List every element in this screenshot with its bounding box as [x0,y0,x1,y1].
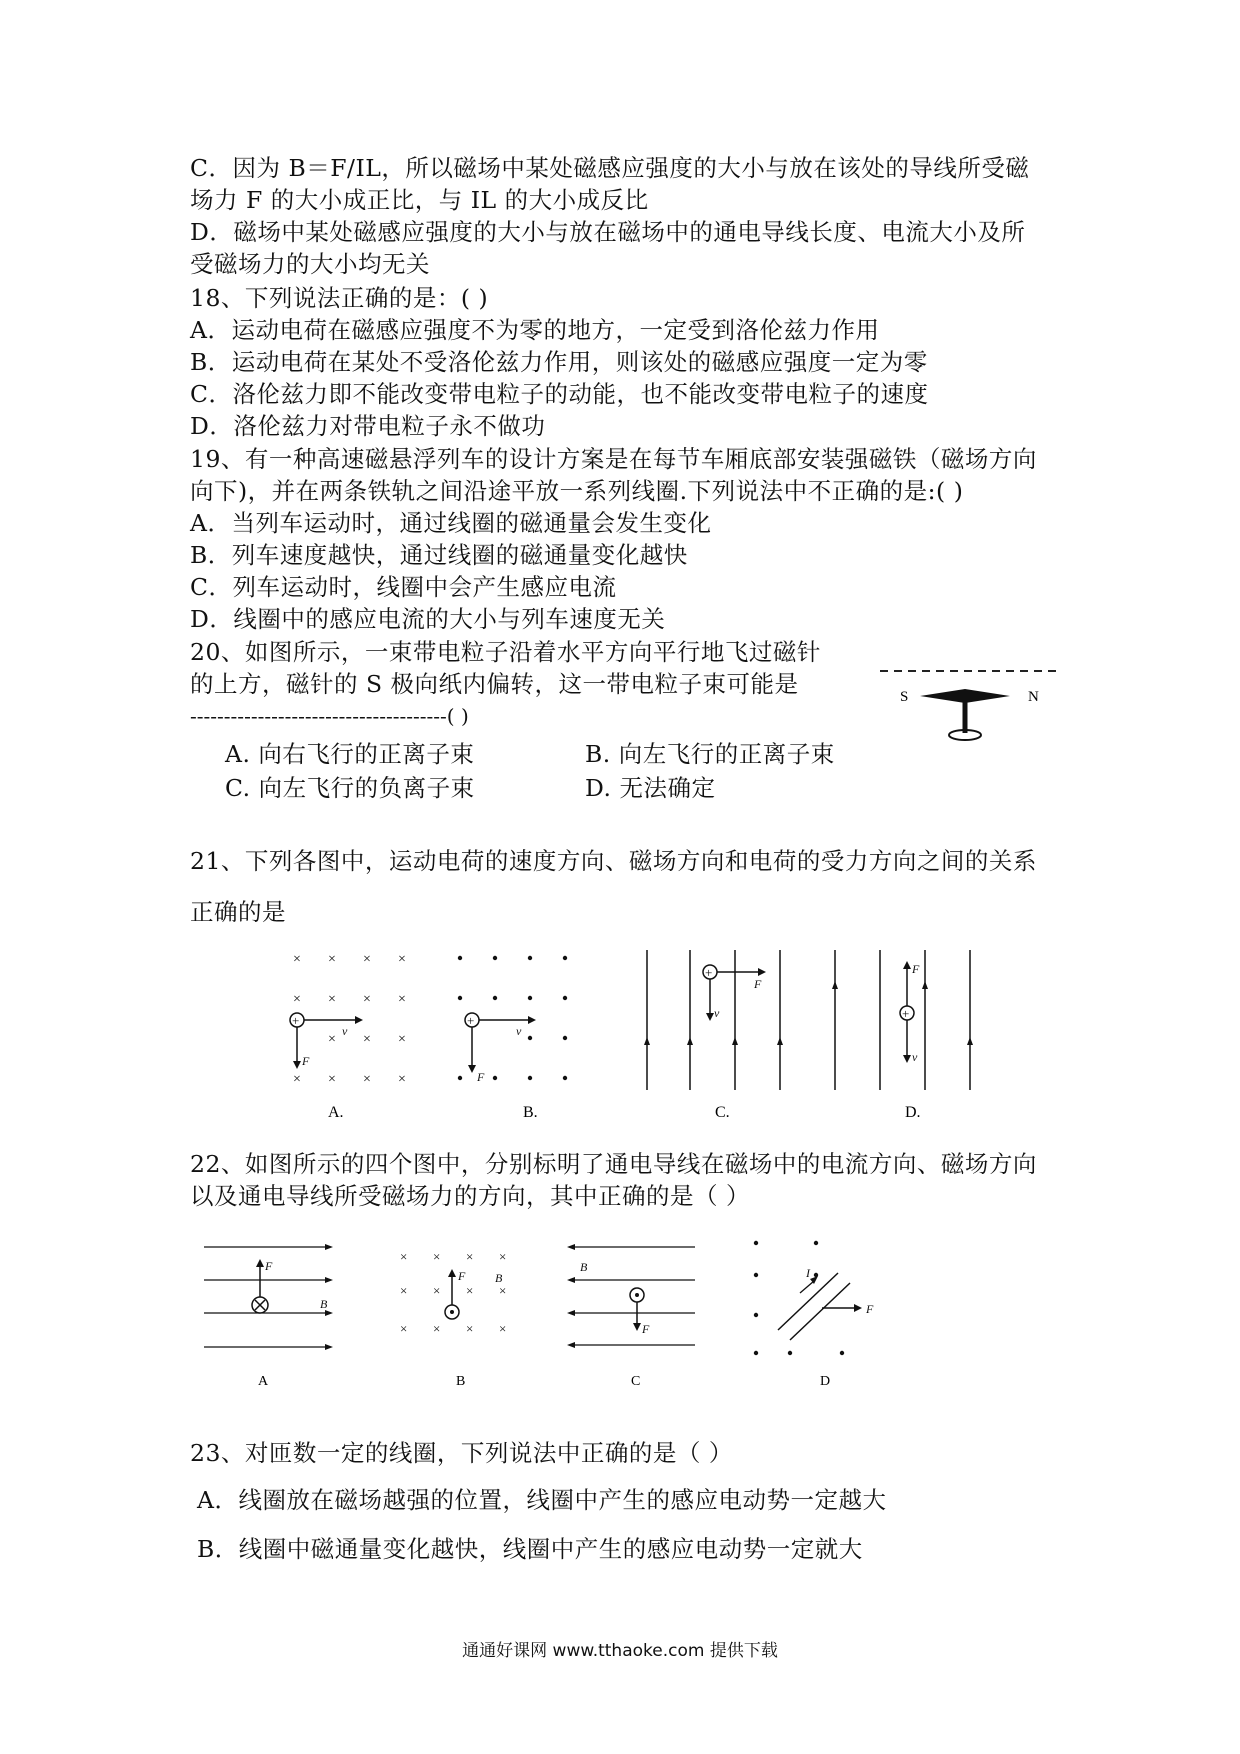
q17-option-c-line2: 场力 F 的大小成正比，与 IL 的大小成反比 [190,186,649,214]
q22-fig-c-b: B [580,1260,588,1274]
svg-text:×: × [499,1283,507,1298]
q19-option-b: B．列车速度越快，通过线圈的磁通量变化越快 [190,541,688,569]
q20-needle-s-label: S [900,689,909,705]
q22-fig-b-crosses [400,1249,506,1336]
q19-option-c: C．列车运动时，线圈中会产生感应电流 [190,573,617,601]
q18-option-d: D．洛伦兹力对带电粒子永不做功 [190,412,546,440]
q21-fig-c-v: v [714,1006,720,1020]
q22-fig-b-f: F [458,1269,466,1283]
q21-fig-a-v: v [342,1024,348,1038]
q21-fig-a-f: F [302,1054,310,1068]
svg-text:×: × [398,952,406,967]
q22-fig-d-i: I [806,1266,810,1280]
q23-option-a: A．线圈放在磁场越强的位置，线圈中产生的感应电动势一定越大 [197,1486,887,1514]
q21-label-d: D. [905,1104,921,1121]
svg-text:×: × [328,1032,336,1047]
q19-option-d: D．线圈中的感应电流的大小与列车速度无关 [190,605,666,633]
q22-fig-c [567,1244,695,1348]
svg-text:×: × [363,992,371,1007]
q21-fig-d [832,950,973,1090]
svg-text:×: × [328,1072,336,1087]
q21-fig-d-f: F [912,962,920,976]
q22-label-b: B [456,1374,466,1389]
q22-stem-line1: 22、如图所示的四个图中，分别标明了通电导线在磁场中的电流方向、磁场方向 [190,1150,1037,1178]
q21-fig-c-plus: + [705,965,713,980]
q21-fig-b-plus: + [467,1013,475,1028]
q21-fig-b [458,956,567,1084]
q22-fig-b [400,1249,506,1336]
svg-text:×: × [499,1249,507,1264]
q21-fig-a-plus: + [292,1013,300,1028]
q21-fig-d-plus: + [902,1006,910,1021]
svg-text:×: × [293,952,301,967]
svg-text:×: × [398,1032,406,1047]
q22-fig-c-f: F [642,1322,650,1336]
q21-label-a: A. [328,1104,344,1121]
q21-stem-line2: 正确的是 [190,898,286,926]
q21-fig-b-f: F [477,1070,485,1084]
q22-label-d: D [820,1374,831,1389]
q17-option-d-line2: 受磁场力的大小均无关 [190,250,430,278]
q18-stem: 18、下列说法正确的是：( ) [190,284,489,312]
q20-option-c: C. 向左飞行的负离子束 [225,774,475,802]
svg-text:×: × [293,1072,301,1087]
q22-fig-d [754,1241,874,1355]
q22-stem-line2: 以及通电导线所受磁场力的方向，其中正确的是（ ） [190,1182,750,1210]
q20-needle-n-label: N [1028,689,1039,705]
q21-fig-b-v: v [516,1024,522,1038]
q21-stem-line1: 21、下列各图中，运动电荷的速度方向、磁场方向和电荷的受力方向之间的关系 [190,847,1037,875]
svg-text:×: × [363,952,371,967]
q23-stem: 23、对匝数一定的线圈，下列说法中正确的是（ ） [190,1439,733,1467]
svg-text:×: × [293,992,301,1007]
svg-text:×: × [328,992,336,1007]
q18-option-a: A．运动电荷在磁感应强度不为零的地方，一定受到洛伦兹力作用 [190,316,880,344]
svg-text:×: × [466,1321,474,1336]
q20-option-b: B. 向左飞行的正离子束 [585,740,835,768]
q23-option-b: B．线圈中磁通量变化越快，线圈中产生的感应电动势一定就大 [197,1535,863,1563]
svg-text:×: × [398,1072,406,1087]
q22-label-a: A [258,1374,269,1389]
q19-stem-line2: 向下)，并在两条铁轨之间沿途平放一系列线圈.下列说法中不正确的是:( ) [190,477,964,505]
q20-stem-line2: 的上方，磁针的 S 极向纸内偏转，这一带电粒子束可能是 [190,670,799,698]
q22-label-c: C [631,1374,641,1389]
q21-fig-a [290,952,406,1087]
q17-option-d-line1: D．磁场中某处磁感应强度的大小与放在磁场中的通电导线长度、电流大小及所 [190,218,1026,246]
q22-fig-b-b: B [495,1271,503,1285]
q21-label-b: B. [523,1104,538,1121]
q19-option-a: A．当列车运动时，通过线圈的磁通量会发生变化 [190,509,712,537]
q21-label-c: C. [715,1104,730,1121]
svg-text:×: × [328,952,336,967]
svg-text:×: × [433,1321,441,1336]
svg-text:×: × [363,1072,371,1087]
svg-text:×: × [466,1249,474,1264]
svg-text:×: × [400,1321,408,1336]
q22-fig-a [204,1244,333,1350]
q21-fig-d-v: v [912,1050,918,1064]
q17-option-c-line1: C．因为 B＝F/IL，所以磁场中某处磁感应强度的大小与放在该处的导线所受磁 [190,154,1030,182]
q18-option-b: B．运动电荷在某处不受洛伦兹力作用，则该处的磁感应强度一定为零 [190,348,928,376]
q22-fig-d-f: F [866,1302,874,1316]
q21-fig-c [644,950,783,1090]
svg-text:×: × [466,1283,474,1298]
q22-figures [190,1235,910,1395]
q20-stem-line3: --------------------------------------( ) [190,704,469,728]
q22-fig-d-dots [754,1241,844,1355]
page-footer: 通通好课网 www.tthaoke.com 提供下载 [462,1641,778,1661]
svg-text:×: × [499,1321,507,1336]
q20-compass-needle-figure [870,655,1070,750]
svg-text:×: × [433,1249,441,1264]
q21-fig-c-f: F [754,977,762,991]
svg-text:×: × [363,1032,371,1047]
q20-option-d: D. 无法确定 [585,774,716,802]
svg-text:×: × [398,992,406,1007]
svg-text:×: × [400,1283,408,1298]
q20-option-a: A. 向右飞行的正离子束 [225,740,475,768]
q20-stem-line1: 20、如图所示，一束带电粒子沿着水平方向平行地飞过磁针 [190,638,821,666]
q22-fig-a-b: B [320,1297,328,1311]
q22-fig-a-f: F [265,1259,273,1273]
q21-figures [280,945,1000,1125]
svg-text:×: × [400,1249,408,1264]
q18-option-c: C．洛伦兹力即不能改变带电粒子的动能，也不能改变带电粒子的速度 [190,380,929,408]
svg-text:×: × [433,1283,441,1298]
q19-stem-line1: 19、有一种高速磁悬浮列车的设计方案是在每节车厢底部安装强磁铁（磁场方向 [190,445,1037,473]
